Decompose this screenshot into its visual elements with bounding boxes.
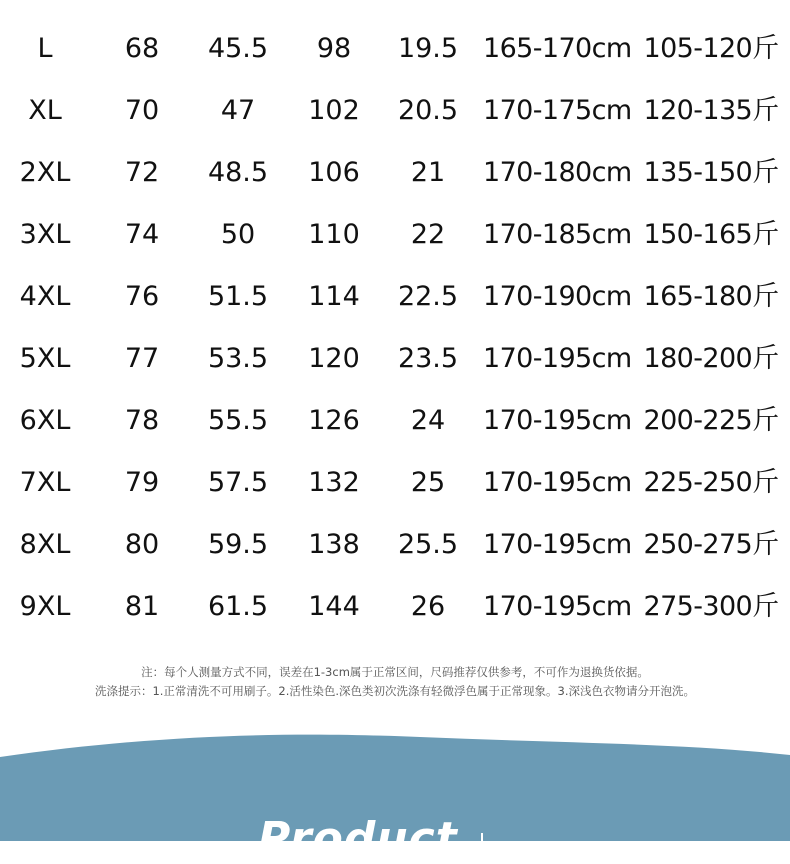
sleeve-cell: 23.5 (397, 343, 459, 374)
table-row (0, 142, 790, 204)
chest-cell: 72 (124, 157, 160, 188)
length-cell: 59.5 (207, 529, 269, 560)
banner-title: Product (258, 813, 458, 864)
weight-cell: 105-120斤 (643, 33, 779, 64)
weight-cell: 250-275斤 (643, 529, 779, 560)
size-cell: L (37, 33, 53, 64)
height-cell: 170-195cm (483, 591, 632, 622)
chest-cell: 80 (124, 529, 160, 560)
length-cell: 61.5 (207, 591, 269, 622)
notes (0, 663, 790, 701)
size-cell: 6XL (19, 405, 71, 436)
height-cell: 165-170cm (483, 33, 632, 64)
sleeve-cell: 22.5 (397, 281, 459, 312)
height-cell: 170-180cm (483, 157, 632, 188)
measure-cell: 114 (308, 281, 360, 312)
measure-cell: 132 (308, 467, 360, 498)
sleeve-cell: 25 (410, 467, 446, 498)
length-cell: 53.5 (207, 343, 269, 374)
table-row (0, 266, 790, 328)
weight-cell: 135-150斤 (643, 157, 779, 188)
chest-cell: 78 (124, 405, 160, 436)
table-row (0, 328, 790, 390)
table-row (0, 18, 790, 80)
table-row (0, 452, 790, 514)
length-cell: 48.5 (207, 157, 269, 188)
measure-cell: 144 (308, 591, 360, 622)
sleeve-cell: 26 (410, 591, 446, 622)
table-row (0, 390, 790, 452)
size-cell: 8XL (19, 529, 71, 560)
chest-cell: 68 (124, 33, 160, 64)
size-cell: 4XL (19, 281, 71, 312)
length-cell: 47 (220, 95, 256, 126)
chest-cell: 74 (124, 219, 160, 250)
sleeve-cell: 22 (410, 219, 446, 250)
table-row (0, 514, 790, 576)
weight-cell: 225-250斤 (643, 467, 779, 498)
product-banner (0, 725, 790, 864)
measurement-note: 注：每个人测量方式不同，误差在1-3cm属于正常区间，尺码推荐仅供参考，不可作为退换货依据。 (141, 665, 649, 679)
height-cell: 170-190cm (483, 281, 632, 312)
size-cell: 2XL (19, 157, 71, 188)
size-cell: 5XL (19, 343, 71, 374)
table-row (0, 204, 790, 266)
weight-cell: 180-200斤 (643, 343, 779, 374)
length-cell: 50 (220, 219, 256, 250)
measure-cell: 106 (308, 157, 360, 188)
height-cell: 170-195cm (483, 467, 632, 498)
sleeve-cell: 19.5 (397, 33, 459, 64)
length-cell: 51.5 (207, 281, 269, 312)
length-cell: 45.5 (207, 33, 269, 64)
size-cell: 3XL (19, 219, 71, 250)
table-row (0, 80, 790, 142)
chest-cell: 79 (124, 467, 160, 498)
size-cell: 7XL (19, 467, 71, 498)
length-cell: 57.5 (207, 467, 269, 498)
sleeve-cell: 20.5 (397, 95, 459, 126)
weight-cell: 120-135斤 (643, 95, 779, 126)
measure-cell: 126 (308, 405, 360, 436)
table-row (0, 576, 790, 638)
weight-cell: 165-180斤 (643, 281, 779, 312)
size-cell: XL (28, 95, 62, 126)
height-cell: 170-195cm (483, 405, 632, 436)
sleeve-cell: 24 (410, 405, 446, 436)
chest-cell: 70 (124, 95, 160, 126)
weight-cell: 275-300斤 (643, 591, 779, 622)
measure-cell: 110 (308, 219, 360, 250)
size-cell: 9XL (19, 591, 71, 622)
measure-cell: 98 (316, 33, 352, 64)
height-cell: 170-185cm (483, 219, 632, 250)
sleeve-cell: 25.5 (397, 529, 459, 560)
size-table (0, 18, 790, 638)
weight-cell: 200-225斤 (643, 405, 779, 436)
weight-cell: 150-165斤 (643, 219, 779, 250)
height-cell: 170-195cm (483, 529, 632, 560)
height-cell: 170-175cm (483, 95, 632, 126)
chest-cell: 77 (124, 343, 160, 374)
banner-divider (481, 833, 483, 847)
measure-cell: 138 (308, 529, 360, 560)
sleeve-cell: 21 (410, 157, 446, 188)
chest-cell: 81 (124, 591, 160, 622)
measure-cell: 120 (308, 343, 360, 374)
height-cell: 170-195cm (483, 343, 632, 374)
washing-tips: 洗涤提示：1.正常清洗不可用刷子。2.活性染色.深色类初次洗涤有轻微浮色属于正常现象。3.深浅色衣物请分开泡洗。 (94, 684, 696, 698)
chest-cell: 76 (124, 281, 160, 312)
length-cell: 55.5 (207, 405, 269, 436)
measure-cell: 102 (308, 95, 360, 126)
